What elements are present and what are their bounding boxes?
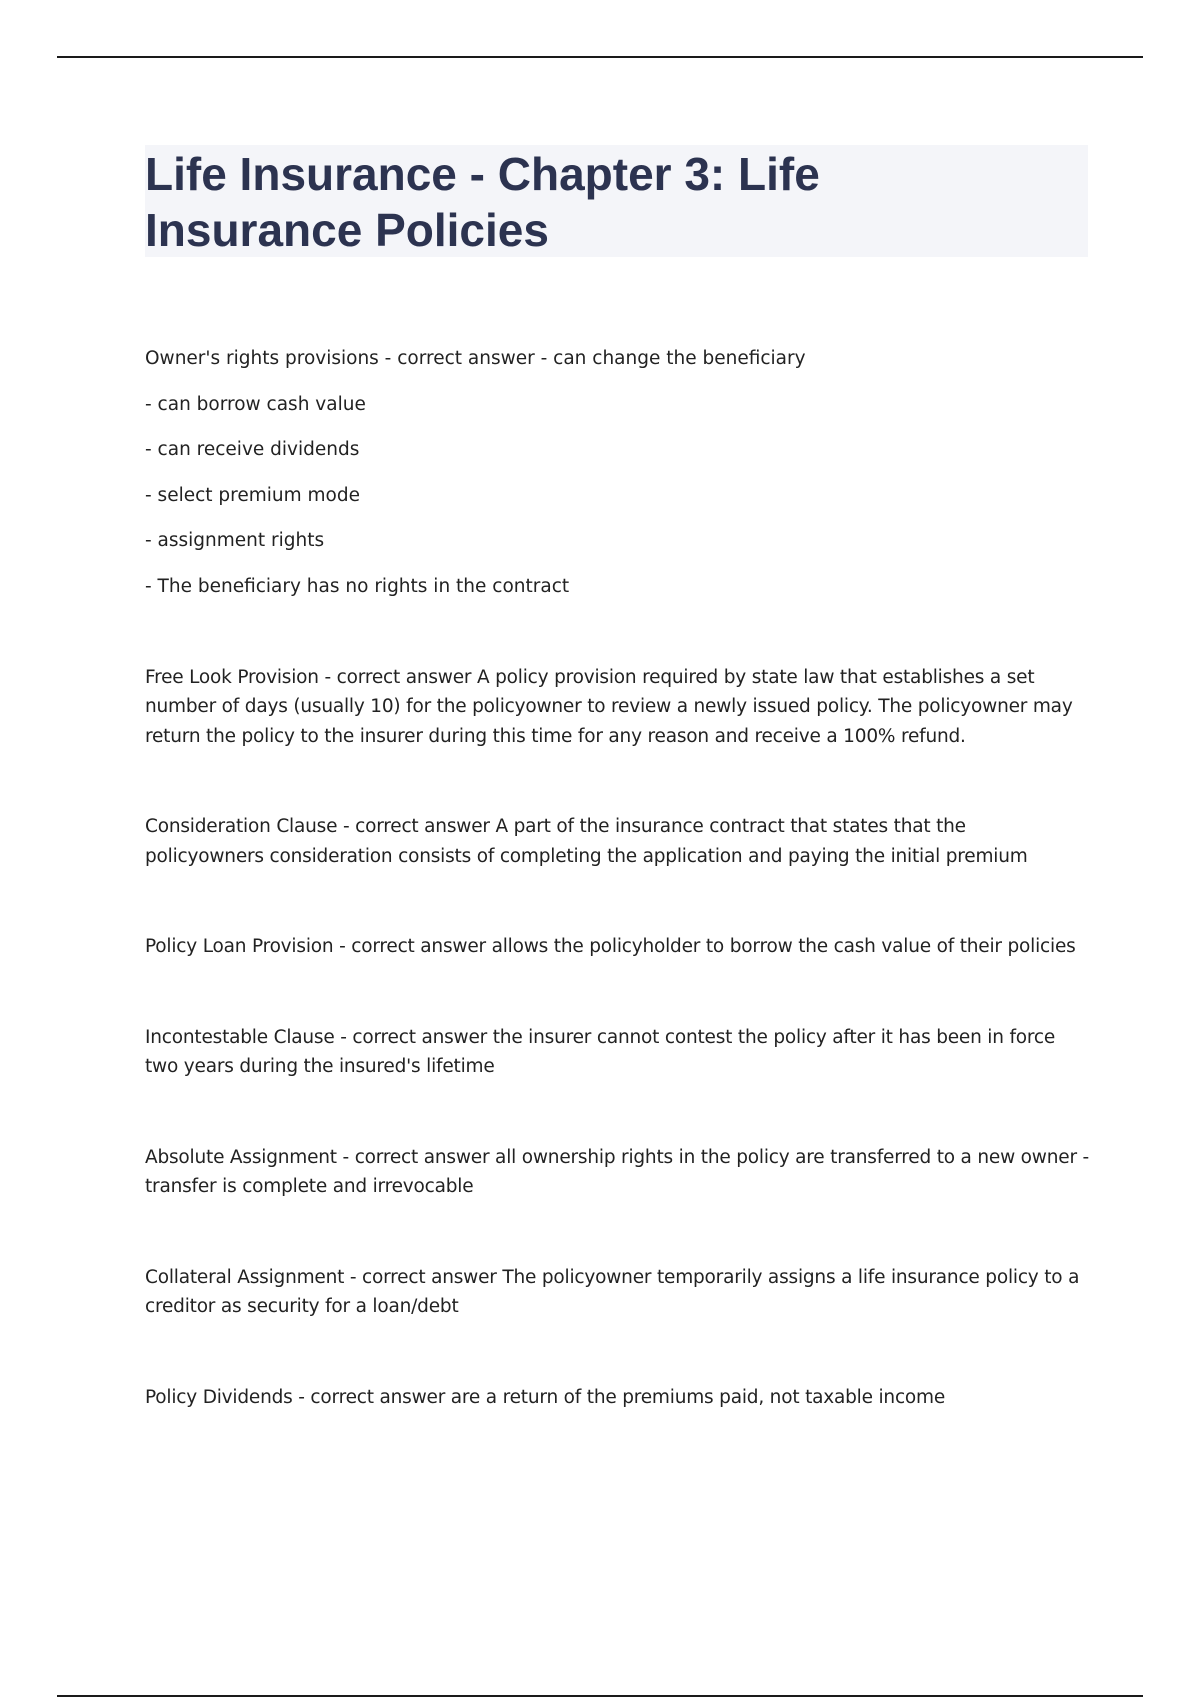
owner-rights-item: - The beneficiary has no rights in the contract [145, 575, 570, 597]
owner-rights-block [145, 344, 1090, 602]
owner-rights-item: - assignment rights [145, 530, 325, 551]
entry-free-look-provision: Free Look Provision - correct answer A policy provision required by state law that establishes a set number of days (usually 10) for the policyowner to review a newly issued policy. The policyowner may return the policy to the insurer during this time for any reason and receive a 100% refund. [145, 666, 1073, 747]
entry-policy-dividends: Policy Dividends - correct answer are a return of the premiums paid, not taxable income [145, 1386, 946, 1408]
entry-collateral-assignment: Collateral Assignment - correct answer The policyowner temporarily assigns a life insurance policy to a creditor as security for a loan/debt [145, 1266, 1080, 1317]
entry-consideration-clause: Consideration Clause - correct answer A part of the insurance contract that states that the policyowners consideration consists of completing the application and paying the initial premium [145, 816, 1028, 867]
owner-rights-item: - select premium mode [145, 484, 360, 506]
document-title: Life Insurance - Chapter 3: Life Insurance Policies [145, 148, 820, 256]
bottom-divider [57, 1695, 1143, 1697]
entry-absolute-assignment: Absolute Assignment - correct answer all ownership rights in the policy are transferred to a new owner - transfer is complete and irrevocable [145, 1146, 1090, 1197]
owner-rights-heading: Owner's rights provisions - correct answer - can change the beneficiary [145, 348, 806, 369]
entry-incontestable-clause: Incontestable Clause - correct answer the insurer cannot contest the policy after it has been in force two years during the insured's lifetime [145, 1026, 1056, 1077]
title-banner [145, 145, 1088, 257]
top-divider [57, 56, 1143, 58]
entry-policy-loan-provision: Policy Loan Provision - correct answer allows the policyholder to borrow the cash value of their policies [145, 936, 1076, 957]
owner-rights-item: - can borrow cash value [145, 393, 366, 415]
document-body [145, 344, 1090, 1412]
owner-rights-item: - can receive dividends [145, 439, 360, 460]
